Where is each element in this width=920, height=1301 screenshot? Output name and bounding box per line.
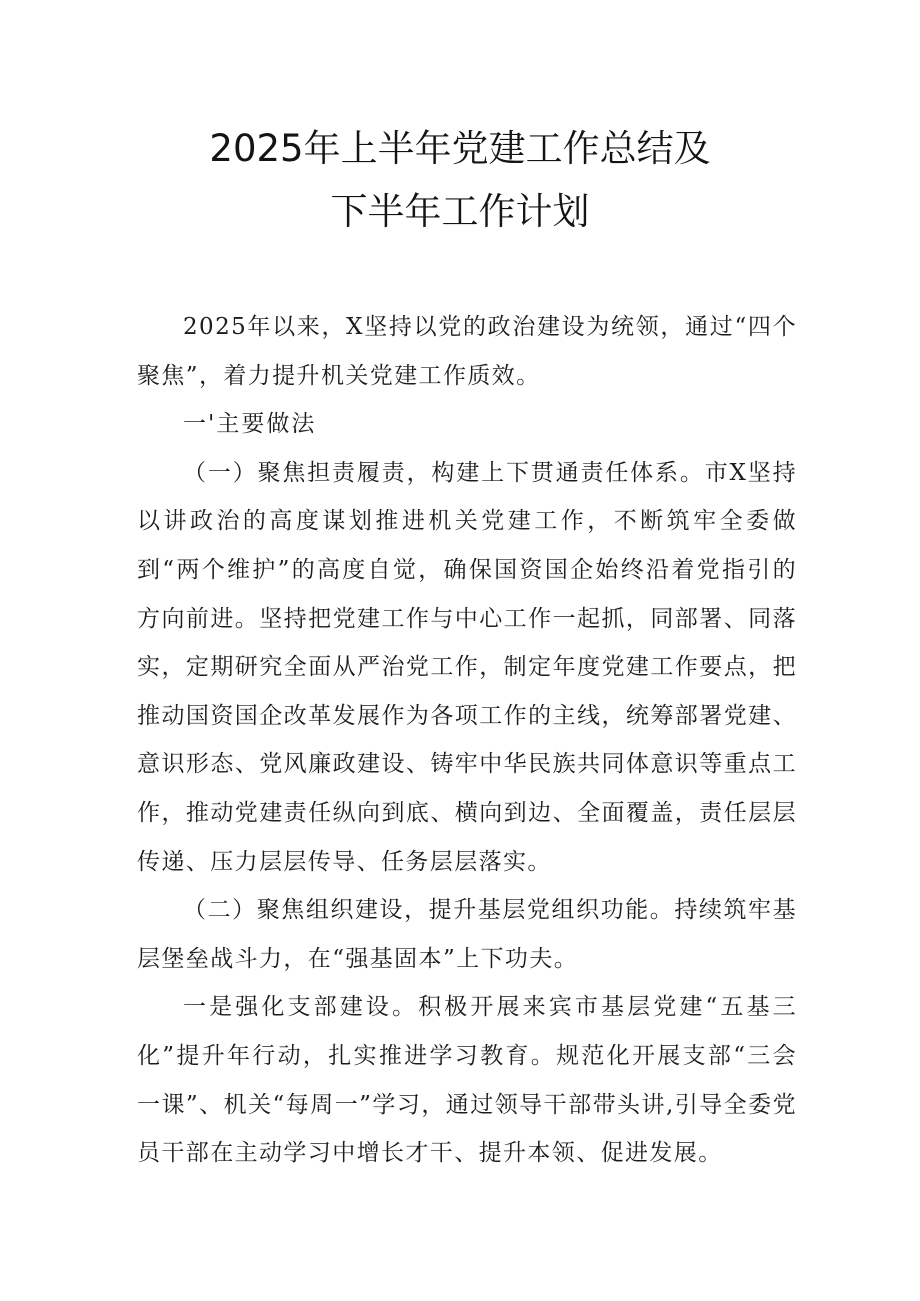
paragraph-responsibility: （一）聚焦担责履责，构建上下贯通责任体系。市X坚持以讲政治的高度谋划推进机关党建工作，不断筑牢全委做到“两个维护”的高度自觉，确保国资国企始终沿着党指引的方向前进。坚持把党建工作与中心工作一起抓，同部署、同落实，定期研究全面从严治党工作，制定年度党建工作要点，把推动国资国企改革发展作为各项工作的主线，统筹部署党建、意识形态、党风廉政建设、铸牢中华民族共同体意识等重点工作，推动党建责任纵向到底、横向到边、全面覆盖，责任层层传递、压力层层传导、任务层层落实。 xyxy=(137,459,797,875)
document-title-line-2: 下半年工作计划 xyxy=(330,190,590,233)
document-body xyxy=(137,303,797,1178)
paragraph-branch-building: 一是强化支部建设。积极开展来宾市基层党建“五基三化”提升年行动，扎实推进学习教育。规范化开展支部“三会一课”、机关“每周一”学习，通过领导干部带头讲,引导全委党员干部在主动学习中增长才干、提升本领、促进发展。 xyxy=(137,994,797,1167)
intro-paragraph: 2025年以来，X坚持以党的政治建设为统领，通过“四个聚焦”，着力提升机关党建工作质效。 xyxy=(137,314,797,389)
paragraph-organization: （二）聚焦组织建设，提升基层党组织功能。持续筑牢基层堡垒战斗力，在“强基固本”上下功夫。 xyxy=(137,897,797,972)
document-title-line-1: 2025年上半年党建工作总结及 xyxy=(209,127,711,170)
section-heading-main-practices: 一'主要做法 xyxy=(183,411,317,438)
